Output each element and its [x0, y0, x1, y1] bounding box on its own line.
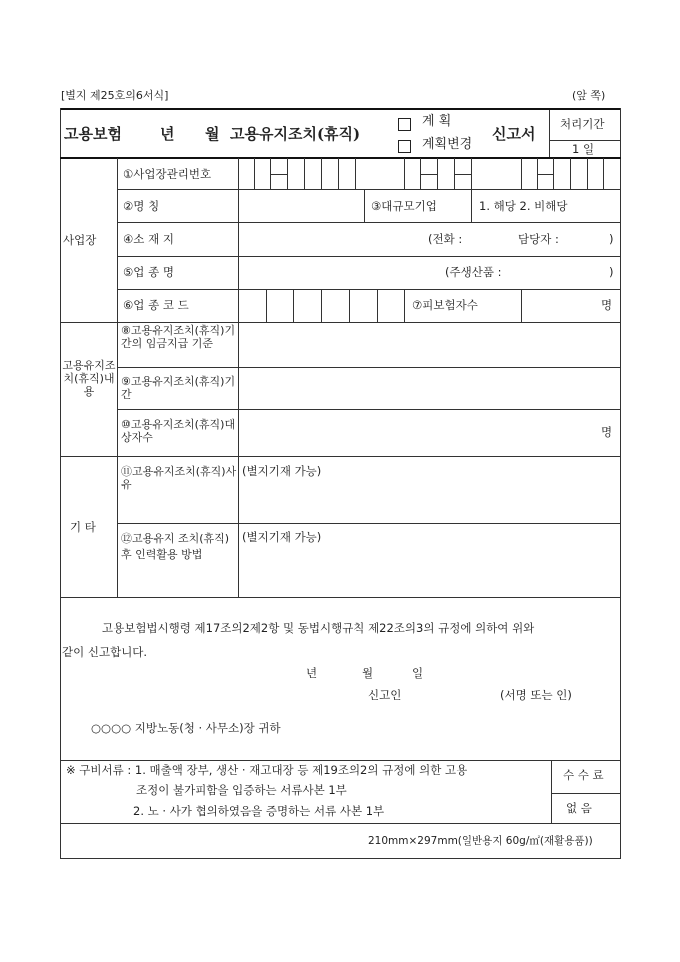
title-measure: 고용유지조치(휴직): [230, 125, 361, 143]
industry-field[interactable]: [239, 257, 620, 289]
title-month: 월: [205, 125, 220, 143]
attachments-top: [60, 760, 621, 761]
fee-line: [551, 793, 621, 794]
insured-unit: 명: [601, 298, 613, 312]
address-paren: ): [609, 232, 614, 246]
manager-label: 담당자 :: [518, 232, 559, 246]
section-col: [117, 158, 118, 598]
frame-right: [620, 108, 621, 859]
cell-divider: [471, 189, 472, 222]
recipient: ○○○○ 지방노동(청 · 사무소)장 귀하: [91, 721, 281, 735]
title-insurance: 고용보험: [64, 125, 122, 143]
measure-section-label: 고용유지조치(휴직)내용: [62, 359, 116, 398]
fee-value: 없 음: [566, 801, 592, 815]
paper-spec: 210mm×297mm(일반용지 60g/㎡(재활용품)): [368, 835, 593, 847]
workplace-section-label: 사업장: [63, 233, 97, 247]
statement-line1: 고용보험법시행령 제17조의2제2항 및 동법시행규칙 제22조의3의 규정에 의하여 위와: [102, 621, 535, 635]
decl-month: 월: [362, 666, 374, 680]
target-label: ⑩고용유지조치(휴직)대상자수: [121, 418, 236, 444]
reporter-label: 신고인: [368, 688, 402, 702]
decl-day: 일: [412, 666, 424, 680]
address-label: ④소 재 지: [123, 232, 174, 246]
frame-bottom: [60, 858, 621, 859]
reason-field[interactable]: [239, 457, 620, 523]
mgmt-no-label: ①사업장관리번호: [123, 167, 212, 181]
name-label: ②명 칭: [123, 199, 160, 213]
large-company-options[interactable]: 1. 해당 2. 비해당: [479, 199, 568, 213]
plan-checkbox[interactable]: [398, 118, 411, 131]
footer-line: [60, 823, 621, 824]
large-company-label: ③대규모기업: [371, 199, 437, 213]
name-field[interactable]: [239, 190, 364, 222]
industry-label: ⑤업 종 명: [123, 265, 174, 279]
industry-code-field[interactable]: [239, 290, 404, 322]
signature-label[interactable]: (서명 또는 인): [500, 688, 572, 702]
phone-label: (전화 :: [428, 232, 463, 246]
reason-label: ⑪고용유지조치(휴직)사유: [121, 465, 237, 491]
measure-period-field[interactable]: [239, 368, 620, 409]
fee-divider: [551, 760, 552, 824]
period-divider: [549, 110, 550, 158]
section-line: [60, 597, 621, 598]
attachments-line1: ※ 구비서류 : 1. 매출액 장부, 생산 · 재고대장 등 제19조의2의 규정에 의한 고용: [66, 763, 468, 777]
target-unit: 명: [601, 425, 613, 439]
industry-paren: ): [609, 265, 614, 279]
decl-year: 년: [306, 666, 318, 680]
frame-top: [60, 108, 621, 110]
after-plan-note: (별지기재 가능): [242, 530, 322, 544]
other-section-label: 기 타: [70, 520, 96, 534]
after-plan-label: ⑫고용유지 조치(휴직)후 인력활용 방법: [121, 532, 230, 561]
period-line: [549, 140, 620, 141]
industry-code-label: ⑥업 종 코 드: [123, 298, 189, 312]
period-label: 처리기간: [560, 117, 605, 131]
frame-left: [60, 108, 61, 859]
option-plan-label: 계 획: [422, 114, 452, 129]
wage-field[interactable]: [239, 323, 620, 367]
mgmt-no-field[interactable]: [239, 159, 620, 189]
option-change-label: 계획변경: [422, 137, 473, 152]
title-year: 년: [160, 125, 175, 143]
attachments-line2: 조정이 불가피함을 입증하는 서류사본 1부: [136, 783, 347, 797]
cell-divider: [404, 289, 405, 322]
period-value: 1 일: [572, 142, 595, 156]
page-side-label: (앞 쪽): [572, 89, 606, 102]
insured-label: ⑦피보험자수: [412, 298, 478, 312]
row-line: [117, 189, 621, 190]
main-product-label: (주생산품 :: [445, 265, 502, 279]
cell-divider: [364, 189, 365, 222]
reason-note: (별지기재 가능): [242, 464, 322, 478]
fee-label: 수 수 료: [563, 768, 604, 782]
attachments-line3: 2. 노 · 사가 협의하였음을 증명하는 서류 사본 1부: [133, 804, 385, 818]
title-report: 신고서: [492, 125, 536, 143]
measure-period-label: ⑨고용유지조치(휴직)기간: [121, 375, 236, 401]
statement-line2: 같이 신고합니다.: [62, 645, 148, 659]
wage-label: ⑧고용유지조치(휴직)기간의 임금지급 기준: [121, 324, 236, 350]
after-plan-field[interactable]: [239, 524, 620, 597]
target-field[interactable]: [239, 410, 620, 456]
form-number: [별지 제25호의6서식]: [61, 89, 169, 102]
plan-change-checkbox[interactable]: [398, 140, 411, 153]
